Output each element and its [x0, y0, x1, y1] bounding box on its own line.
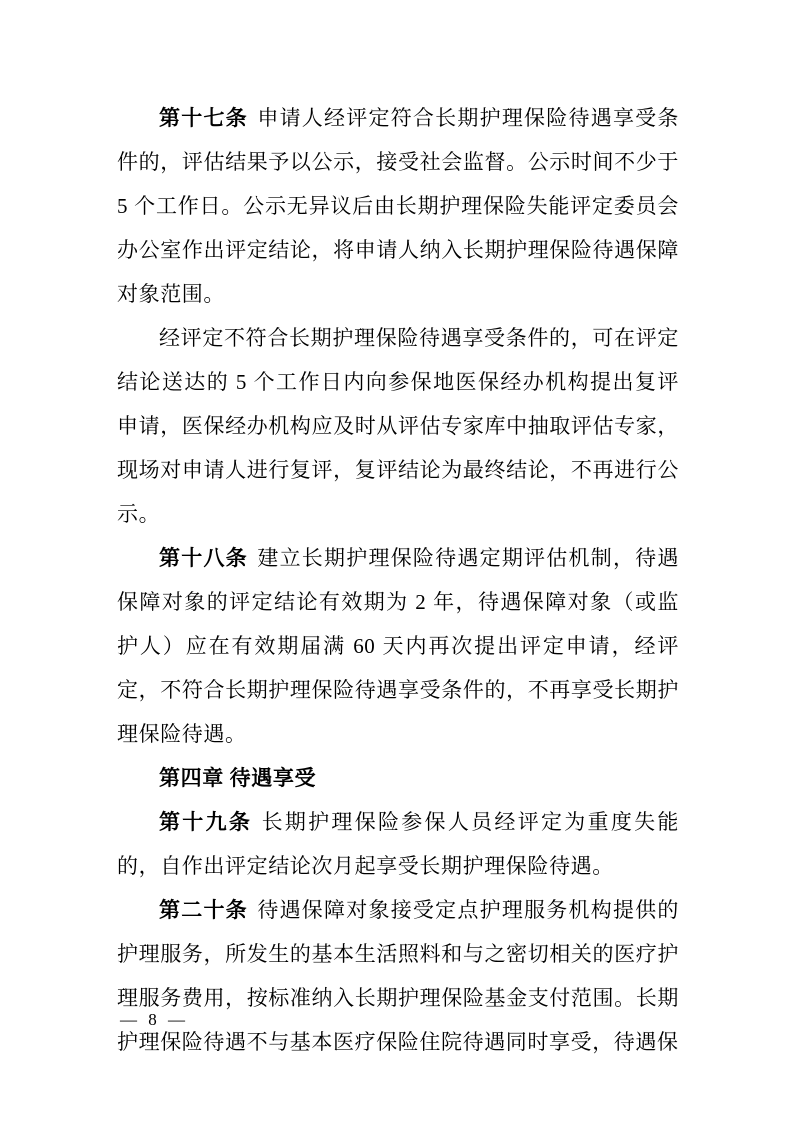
article-20-text: 待遇保障对象接受定点护理服务机构提供的护理服务，所发生的基本生活照料和与之密切相关的医疗护理服务费用，按标准纳入长期护理保险基金支付范围。长期护理保险待遇不与基本医疗保险住院待遇同时享受，待遇保 [117, 898, 679, 1054]
article-19-paragraph [117, 800, 679, 888]
article-17-text: 申请人经评定符合长期护理保险待遇享受条件的，评估结果予以公示，接受社会监督。公示时间不少于 5 个工作日。公示无异议后由长期护理保险失能评定委员会办公室作出评定结论，将申请人纳入长期护理保险待遇保障对象范围。 [117, 106, 679, 306]
article-18-number: 第十八条 [159, 546, 248, 570]
document-body [117, 96, 679, 1064]
page-number: — 8 — [120, 1010, 187, 1029]
chapter-4-heading: 第四章 待遇享受 [159, 766, 317, 790]
article-19-text: 长期护理保险参保人员经评定为重度失能的，自作出评定结论次月起享受长期护理保险待遇。 [117, 810, 679, 878]
review-appeal-text: 经评定不符合长期护理保险待遇享受条件的，可在评定结论送达的 5 个工作日内向参保地医保经办机构提出复评申请，医保经办机构应及时从评估专家库中抽取评估专家，现场对申请人进行复评，复评结论为最终结论，不再进行公示。 [117, 326, 679, 526]
article-17-number: 第十七条 [159, 106, 248, 130]
review-appeal-paragraph [117, 316, 679, 536]
article-20-number: 第二十条 [159, 898, 248, 922]
article-18-paragraph [117, 536, 679, 756]
article-19-number: 第十九条 [159, 810, 253, 834]
article-18-text: 建立长期护理保险待遇定期评估机制，待遇保障对象的评定结论有效期为 2 年，待遇保障对象（或监护人）应在有效期届满 60 天内再次提出评定申请，经评定，不符合长期护理保险待遇享受条件的，不再享受长期护理保险待遇。 [117, 546, 679, 746]
article-20-paragraph [117, 888, 679, 1064]
article-17-paragraph [117, 96, 679, 316]
